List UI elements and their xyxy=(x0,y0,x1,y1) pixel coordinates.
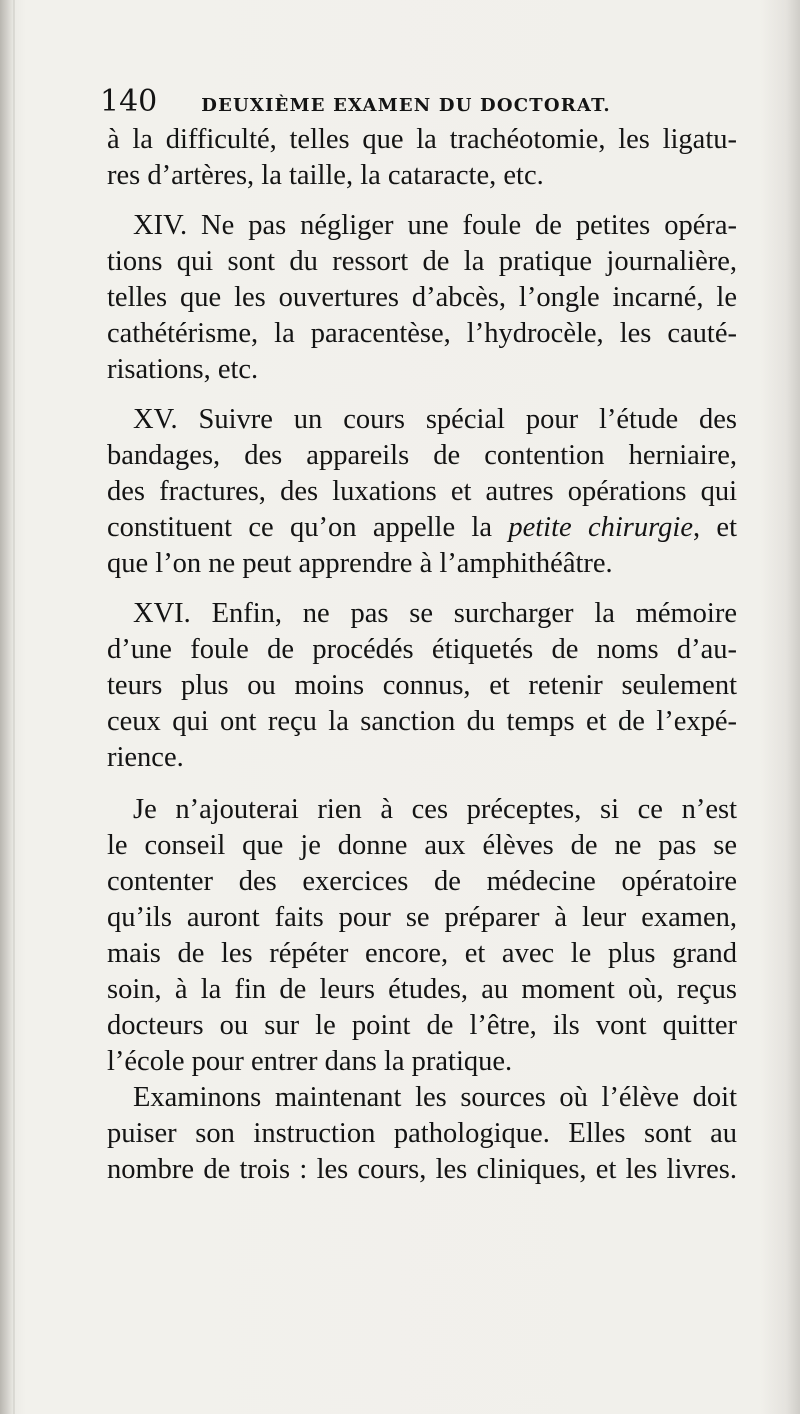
text-line: XVI. Enfin, ne pas se surcharger la mémoire xyxy=(133,598,737,629)
text-line: contenter des exercices de médecine opératoire xyxy=(107,866,737,897)
text-line: des fractures, des luxations et autres opérations qui xyxy=(107,476,737,507)
paragraph-continuation xyxy=(107,122,737,194)
text-line: puiser son instruction pathologique. Elles sont au xyxy=(107,1118,737,1149)
paragraph-xv xyxy=(107,402,737,582)
running-title: DEUXIÈME EXAMEN DU DOCTORAT. xyxy=(201,95,611,116)
paragraph-xvi xyxy=(107,596,737,776)
text-line: que l’on ne peut apprendre à l’amphithéâtre. xyxy=(107,548,613,579)
text-line: Examinons maintenant les sources où l’élève doit xyxy=(133,1082,737,1113)
text-line: res d’artères, la taille, la cataracte, etc. xyxy=(107,160,544,191)
text-line: ceux qui ont reçu la sanction du temps et de l’expé- xyxy=(107,706,737,737)
text-line: XIV. Ne pas négliger une foule de petites opéra- xyxy=(133,210,737,241)
text-line: le conseil que je donne aux élèves de ne pas se xyxy=(107,830,737,861)
paragraph-conclusion xyxy=(107,792,737,1080)
body-text xyxy=(107,122,737,1188)
paragraph-gap xyxy=(107,194,737,208)
paragraph-xiv xyxy=(107,208,737,388)
text-line: teurs plus ou moins connus, et retenir seulement xyxy=(107,670,737,701)
text-line: nombre de trois : les cours, les cliniques, et les livres. xyxy=(107,1154,737,1185)
text-line: d’une foule de procédés étiquetés de noms d’au- xyxy=(107,634,737,665)
paragraph-gap xyxy=(107,388,737,402)
text-line: bandages, des appareils de contention herniaire, xyxy=(107,440,737,471)
text-line: XV. Suivre un cours spécial pour l’étude des xyxy=(133,404,737,435)
paragraph-sources xyxy=(107,1080,737,1188)
text-segment: , et xyxy=(692,512,737,543)
page-header xyxy=(100,84,740,124)
text-line: l’école pour entrer dans la pratique. xyxy=(107,1046,513,1077)
text-line: docteurs ou sur le point de l’être, ils vont quitter xyxy=(107,1010,737,1041)
page-number: 140 xyxy=(100,84,158,119)
text-line: à la difficulté, telles que la trachéotomie, les ligatu- xyxy=(107,124,737,155)
paragraph-gap xyxy=(107,582,737,596)
italic-term: petite chirurgie xyxy=(508,512,693,543)
text-line: mais de les répéter encore, et avec le plus grand xyxy=(107,938,737,969)
text-line: Je n’ajouterai rien à ces préceptes, si ce n’est xyxy=(133,794,737,825)
text-line: tions qui sont du ressort de la pratique journalière, xyxy=(107,246,737,277)
text-line: risations, etc. xyxy=(107,354,259,385)
text-segment: constituent ce qu’on appelle la xyxy=(107,512,509,543)
text-line: soin, à la fin de leurs études, au moment où, reçus xyxy=(107,974,737,1005)
text-line: qu’ils auront faits pour se préparer à leur examen, xyxy=(107,902,737,933)
text-line: rience. xyxy=(107,742,184,773)
text-line-with-italic xyxy=(107,510,737,546)
paragraph-gap xyxy=(107,776,737,792)
text-line: telles que les ouvertures d’abcès, l’ongle incarné, le xyxy=(107,282,737,313)
text-line: cathétérisme, la paracentèse, l’hydrocèle, les cauté- xyxy=(107,318,737,349)
